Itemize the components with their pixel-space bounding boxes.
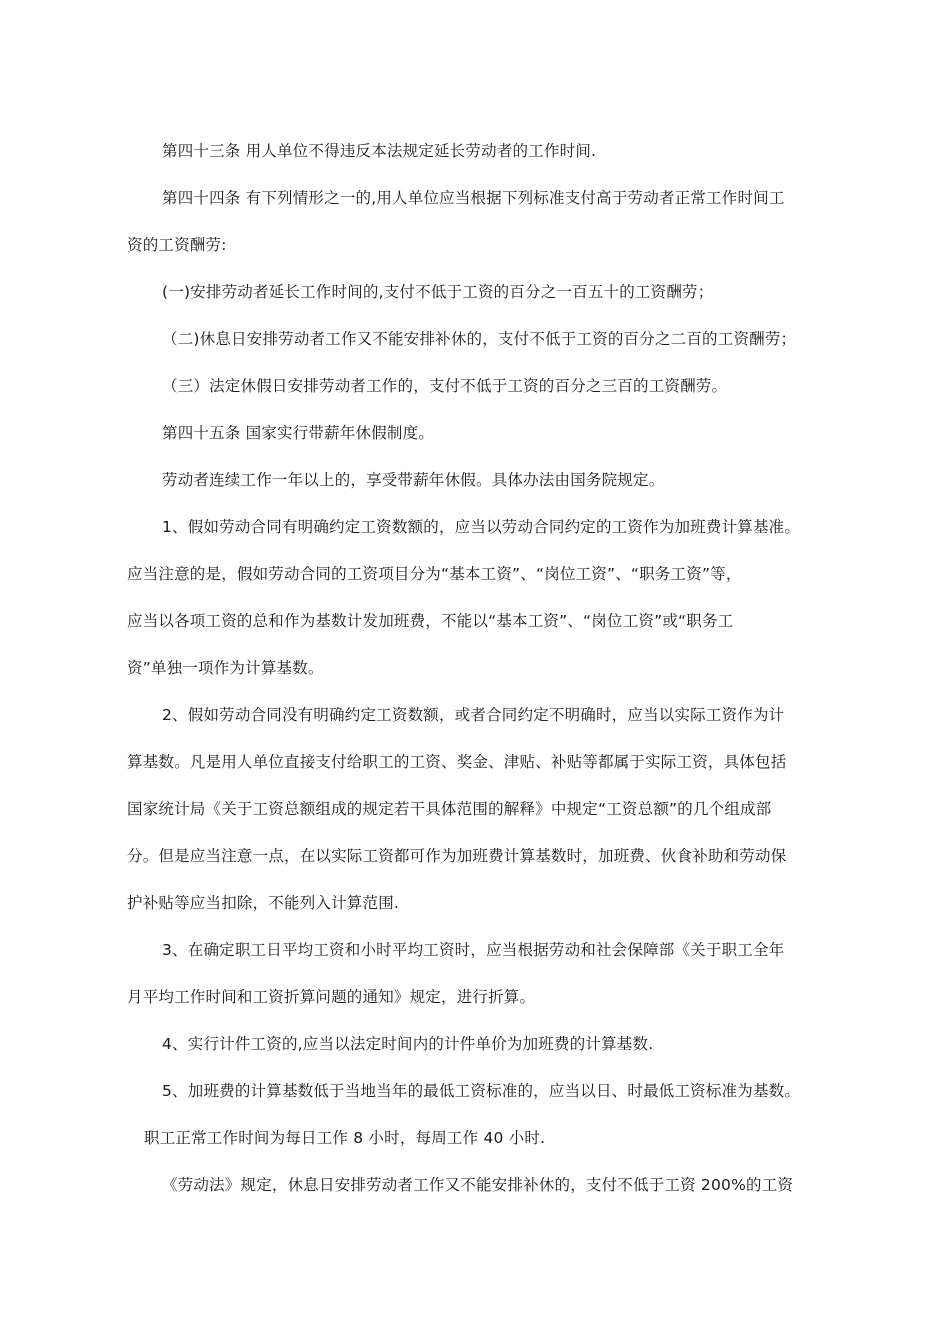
paragraph-line: 应当注意的是，假如劳动合同的工资项目分为“基本工资”、“岗位工资”、“职务工资”等， <box>127 565 742 583</box>
paragraph-line: 劳动者连续工作一年以上的，享受带薪年休假。具体办法由国务院规定。 <box>162 471 665 489</box>
paragraph-line: 职工正常工作时间为每日工作 8 小时，每周工作 40 小时. <box>144 1129 546 1147</box>
paragraph-line: （二)休息日安排劳动者工作又不能安排补休的，支付不低于工资的百分之二百的工资酬劳； <box>162 330 797 348</box>
paragraph-line: （三）法定休假日安排劳动者工作的，支付不低于工资的百分之三百的工资酬劳。 <box>162 377 728 395</box>
paragraph-line: 资”单独一项作为计算基数。 <box>127 659 324 677</box>
paragraph-line: 月平均工作时间和工资折算问题的通知》规定，进行折算。 <box>127 988 536 1006</box>
paragraph-line: 《劳动法》规定，休息日安排劳动者工作又不能安排补休的，支付不低于工资 200%的工资 <box>162 1176 794 1194</box>
paragraph-line: 国家统计局《关于工资总额组成的规定若干具体范围的解释》中规定“工资总额”的几个组成部 <box>127 800 772 818</box>
paragraph-line: 第四十三条 用人单位不得违反本法规定延长劳动者的工作时间. <box>162 142 597 160</box>
paragraph-line: 应当以各项工资的总和作为基数计发加班费，不能以“基本工资”、“岗位工资”或“职务工 <box>127 612 734 630</box>
paragraph-line: 护补贴等应当扣除，不能列入计算范围. <box>127 894 400 912</box>
paragraph-line: 资的工资酬劳: <box>127 236 227 254</box>
paragraph-line: 3、在确定职工日平均工资和小时平均工资时，应当根据劳动和社会保障部《关于职工全年 <box>162 941 785 959</box>
paragraph-line: 分。但是应当注意一点，在以实际工资都可作为加班费计算基数时，加班费、伙食补助和劳动保 <box>127 847 787 865</box>
paragraph-line: 第四十五条 国家实行带薪年休假制度。 <box>162 424 435 442</box>
paragraph-line: 4、实行计件工资的,应当以法定时间内的计件单价为加班费的计算基数. <box>162 1035 654 1053</box>
paragraph-line: 1、假如劳动合同有明确约定工资数额的，应当以劳动合同约定的工资作为加班费计算基准。 <box>162 518 801 536</box>
paragraph-line: 算基数。凡是用人单位直接支付给职工的工资、奖金、津贴、补贴等都属于实际工资，具体包括 <box>127 753 787 771</box>
paragraph-line: 2、假如劳动合同没有明确约定工资数额，或者合同约定不明确时，应当以实际工资作为计 <box>162 706 785 724</box>
paragraph-line: (一)安排劳动者延长工作时间的,支付不低于工资的百分之一百五十的工资酬劳； <box>162 283 714 301</box>
paragraph-line: 5、加班费的计算基数低于当地当年的最低工资标准的，应当以日、时最低工资标准为基数。 <box>162 1082 801 1100</box>
paragraph-line: 第四十四条 有下列情形之一的,用人单位应当根据下列标准支付高于劳动者正常工作时间工 <box>162 189 785 207</box>
